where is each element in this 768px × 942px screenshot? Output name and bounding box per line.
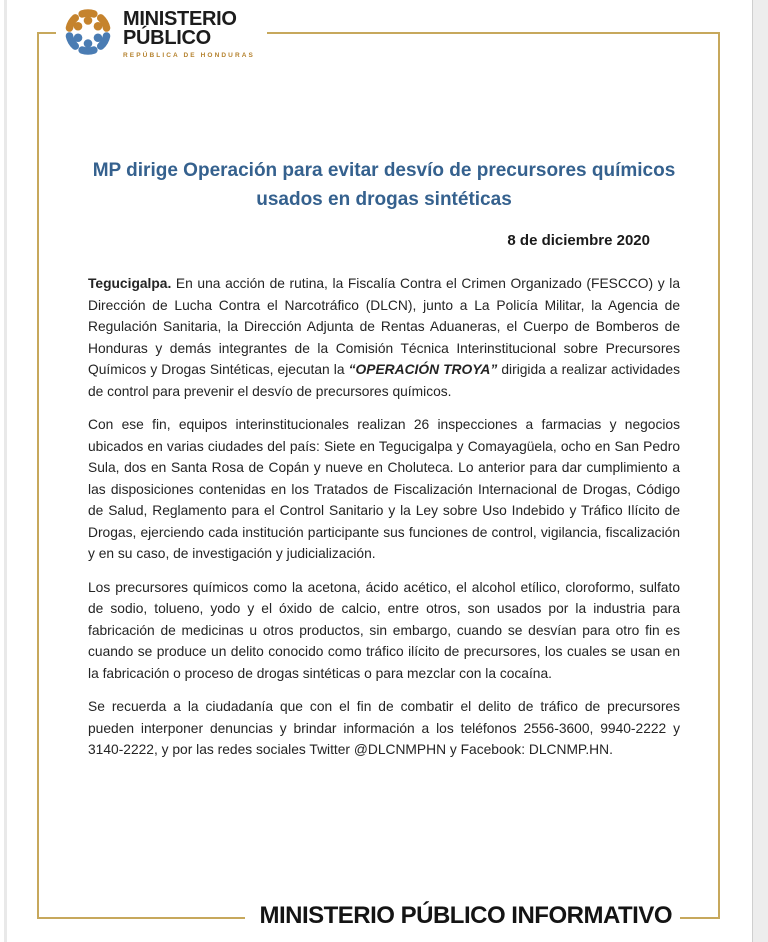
- org-name-line2: PÚBLICO: [123, 27, 211, 49]
- paragraph-2: Con ese fin, equipos interinstitucionales realizan 26 inspecciones a farmacias y negocios ubicados en varias ciudades del país: Siete en Tegucigalpa y Comayagüela, ocho en San Pedro Sula, dos en Santa Rosa de Copán y nueve en Choluteca. Lo anterior para dar cumplimiento a las disposiciones contenidas en los Tratados de Fiscalización Internacional de Drogas, Código de Salud, Reglamento para el Control Sanitario y la Ley sobre Uso Indebido y Tráfico Ilícito de Drogas, ejerciendo cada institución participante sus funciones de control, vigilancia, fiscalización y en su caso, de investigación y judicialización.: [88, 417, 680, 561]
- article-content: [88, 156, 680, 761]
- paragraph-4: Se recuerda a la ciudadanía que con el fin de combatir el delito de tráfico de precursores pueden interponer denuncias y brindar información a los teléfonos 2556-3600, 9940-2222 y 3140-2222, y por las redes sociales Twitter @DLCNMPHN y Facebook: DLCNMP.HN.: [88, 699, 680, 757]
- footer-banner-text: MINISTERIO PÚBLICO INFORMATIVO: [259, 902, 672, 929]
- people-circle-logo-icon: [62, 6, 114, 58]
- paragraph-3: Los precursores químicos como la acetona, ácido acético, el alcohol etílico, cloroformo, sulfato de sodio, tolueno, yodo y el óxido de calcio, entre otros, son usados por la industria para fabricación de medicinas u otros productos, sin embargo, cuando se desvían para otro fin es cuando se produce un delito conocido como tráfico ilícito de precursores, los cuales se usan en la fabricación o proceso de drogas sintéticas o para mezclar con la cocaína.: [88, 579, 680, 681]
- paragraph-1: [88, 273, 680, 402]
- dateline-lead: Tegucigalpa.: [88, 276, 172, 291]
- paragraph-1-text-b: dirigida a realizar actividades de control para prevenir el desvío de precursores químicos.: [88, 362, 680, 399]
- footer-banner: [245, 898, 680, 934]
- article-date: 8 de diciembre 2020: [507, 232, 650, 249]
- header-logo-block: [56, 2, 267, 65]
- org-name-line1: MINISTERIO: [123, 8, 237, 30]
- org-subtitle: REPÚBLICA DE HONDURAS: [123, 52, 255, 59]
- photo-edge-left: [4, 0, 7, 942]
- operation-name: “OPERACIÓN TROYA”: [348, 362, 498, 377]
- paragraph-1-text-a: En una acción de rutina, la Fiscalía Contra el Crimen Organizado (FESCCO) y la Dirección de Lucha Contra el Narcotráfico (DLCN), junto a La Policía Militar, la Agencia de Regulación Sanitaria, la Dirección Adjunta de Rentas Aduaneras, el Cuerpo de Bomberos de Honduras y demás integrantes de la Comisión Técnica Interinstitucional sobre Precursores Químicos y Drogas Sintéticas, ejecutan la: [88, 276, 680, 377]
- article-title: MP dirige Operación para evitar desvío de precursores químicos usados en drogas sintéticas: [92, 160, 676, 210]
- org-name-block: [123, 6, 255, 59]
- photo-edge-right: [752, 0, 768, 942]
